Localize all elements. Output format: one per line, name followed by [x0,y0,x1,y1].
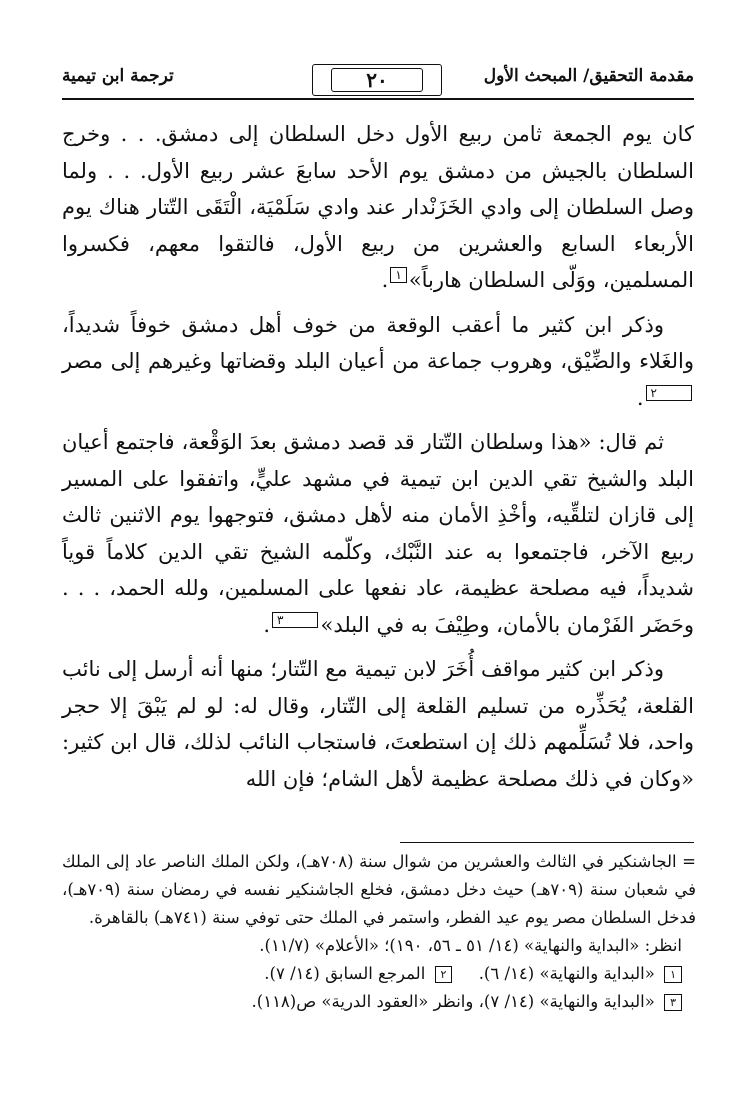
footnote-number: ١ [664,966,682,983]
page-number-frame [312,64,442,96]
main-text [62,116,694,805]
page-number: ٢٠ [331,68,423,92]
footnote-text: «البداية والنهاية» (١٤/ ٧)، وانظر «العقود الدرية» ص(١١٨). [251,992,655,1011]
footnote-text: المرجع السابق (١٤/ ٧). [264,964,426,983]
footnote-reference[interactable]: ٣ [272,612,318,628]
paragraph: وذكر ابن كثير ما أعقب الوقعة من خوف أهل دمشق خوفاً شديداً، والغَلاء والضِّيْق، وهروب جماعة من أعيان البلد وقضاتها وغيرهم إلى مصر٢. [62,312,694,410]
footnote-separator [400,842,694,843]
page-header [62,58,694,100]
footnote-reference[interactable]: ١ [390,267,406,283]
footnote-continuation: = الجاشنكير في الثالث والعشرين من شوال سنة (٧٠٨هـ)، ولكن الملك الناصر عاد إلى الملك في شعبان سنة (٧٠٩هـ) حيث دخل دمشق، فخلع الجاشنكير نفسه في رمضان سنة (٧٠٩هـ)، فدخل السلطان مصر يوم عيد الفطر، واستمر في الملك حتى توفي سنة (٧٤١هـ) بالقاهرة. [62,852,696,927]
header-rule [62,98,694,100]
footnote-see-also: انظر: «البداية والنهاية» (١٤/ ٥١ ـ ٥٦، ١٩٠)؛ «الأعلام» (١١/٧). [259,936,682,955]
running-title-book: ترجمة ابن تيمية [62,66,174,86]
paragraph: وذكر ابن كثير مواقف أُخَرَ لابن تيمية مع التّتار؛ منها أنه أرسل إلى نائب القلعة، يُحَذِّره من تسليم القلعة إلى التّتار، وقال له: لو لم يَبْقَ إلا حجر واحد، فلا تُسَلِّمهم ذلك إن استطعتَ، فاستجاب النائب لذلك، قال ابن كثير: «وكان في ذلك مصلحة عظيمة لأهل الشام؛ فإن الله [62,657,694,791]
footnotes [62,848,696,1016]
footnote-row [62,960,696,988]
paragraph: ثم قال: «هذا وسلطان التّتار قد قصد دمشق بعدَ الوَقْعة، فاجتمع أعيان البلد والشيخ تقي الدين ابن تيمية في مشهد عليٍّ، واتفقوا على المسير إلى قازان لتلقِّيه، وأخْذِ الأمان منه لأهل دمشق، فتوجهوا يوم الاثنين ثالث ربيع الآخر، فاجتمعوا به عند النَّبْك، وكلّمه الشيخ تقي الدين كلاماً قوياً شديداً، فيه مصلحة عظيمة، عاد نفعها على المسلمين، ولله الحمد، . . . وحَضَر الفَرْمان بالأمان، وطِيْفَ به في البلد»٣. [62,430,694,637]
running-title-section: مقدمة التحقيق/ المبحث الأول [483,66,694,86]
footnote-row [62,988,696,1016]
footnote-number: ٣ [664,994,682,1011]
footnote-number: ٢ [435,966,453,983]
paragraph: كان يوم الجمعة ثامن ربيع الأول دخل السلطان إلى دمشق. . . وخرج السلطان بالجيش من دمشق يوم الأحد سابعَ عشر ربيع الأول. . . ولما وصل السلطان إلى وادي الخَزَنْدار عند وادي سَلَمْيَة، الْتَقَى التّتار هناك يوم الأربعاء السابع والعشرين من ربيع الأول، فالتقوا معهم، فكسروا المسلمين، ووَلّى السلطان هارباً»١. [62,122,694,292]
footnote-reference[interactable]: ٢ [646,385,692,401]
footnote-text: «البداية والنهاية» (١٤/ ٦). [478,964,655,983]
